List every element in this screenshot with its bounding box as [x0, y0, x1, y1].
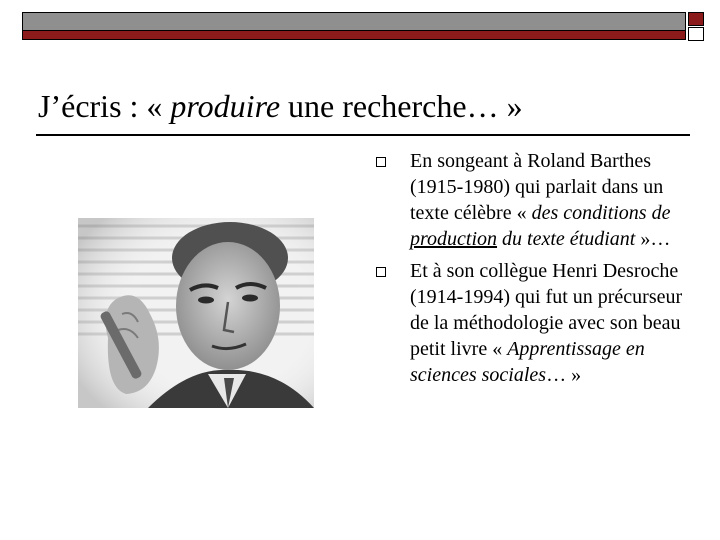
hollow-square-bullet-icon: [376, 157, 386, 167]
hollow-square-bullet-icon: [376, 267, 386, 277]
corner-square-white: [688, 27, 704, 41]
bullet-item-desroche: [372, 258, 692, 388]
bullet-text-italic: du texte étudiant: [497, 228, 636, 250]
bullet-text-part: Et à son collègue Henri Desroche (1914-1994) qui fut un précurseur de la méthodologie avec son beau petit livre «: [410, 260, 683, 360]
title-before: J’écris : «: [38, 88, 171, 124]
portrait-photo: [78, 218, 314, 408]
title-after: une recherche… »: [280, 88, 523, 124]
bullet-item-barthes: [372, 148, 692, 252]
slide-title: [38, 86, 523, 126]
bullet-text-part: »…: [635, 228, 671, 250]
bullet-text-italic: Apprentissage en sciences sociales: [410, 338, 645, 386]
bullet-list: [372, 148, 692, 388]
bullet-text-italic: des conditions de: [531, 202, 671, 224]
top-band-red: [22, 30, 686, 40]
title-emphasis: produire: [170, 88, 281, 124]
title-underline-rule: [36, 134, 690, 136]
corner-square-red: [688, 12, 704, 26]
top-decorative-band: [22, 12, 686, 40]
bullet-text-part: … »: [546, 364, 582, 386]
bullet-text-underlined: production: [410, 228, 498, 250]
top-band-gray: [22, 12, 686, 30]
bullet-text-part: En songeant à Roland Barthes (1915-1980) qui parlait dans un texte célèbre «: [410, 150, 664, 224]
